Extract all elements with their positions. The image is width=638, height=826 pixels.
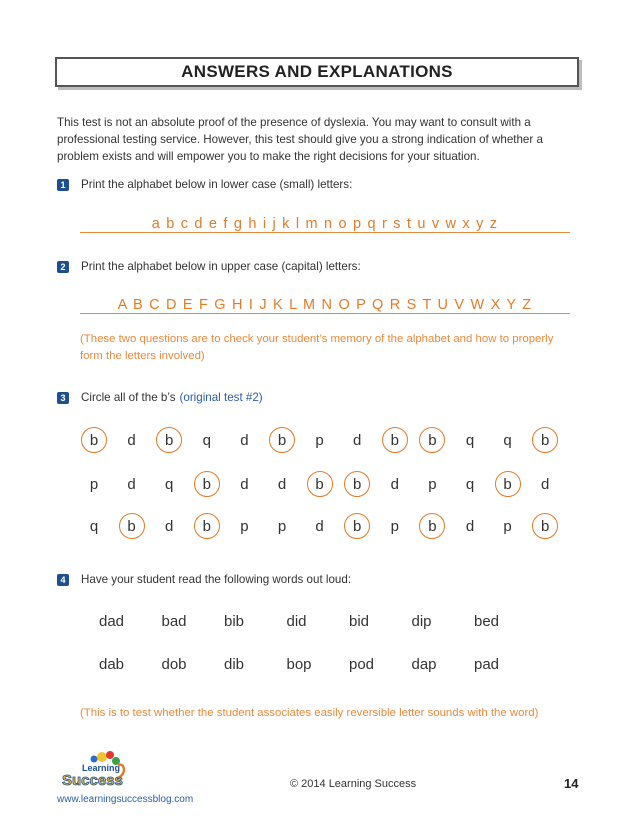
question-4 [57,573,351,586]
letter-cell: p [277,517,287,535]
circled-letter-b: b [344,513,370,539]
question-1-text: Print the alphabet below in lower case (small) letters: [81,178,353,191]
word-item: dab [99,656,125,673]
answer-lowercase-alphabet: a b c d e f g h i j k l m n o p q r s t u v w x y z [80,216,570,233]
question-2-text: Print the alphabet below in upper case (capital) letters: [81,260,361,273]
word-item: did [286,613,307,630]
circled-letter-b: b [382,427,408,453]
circled-letter-b: b [194,471,220,497]
letter-cell: q [202,431,211,449]
circled-letter-b: b [344,471,370,497]
word-item: dip [411,613,432,630]
word-item: dib [224,656,245,673]
svg-text:Learning: Learning [82,763,121,773]
question-4-text: Have your student read the following words out loud: [81,573,352,586]
question-number-badge: 1 [57,179,69,191]
letter-row [81,427,577,453]
word-item: dad [99,613,125,630]
note-alphabet: (These two questions are to check your student’s memory of the alphabet and how to properly form the letters involved) [80,333,554,362]
word-item: bid [349,613,370,630]
note-reversible-letters: (This is to test whether the student associates easily reversible letter sounds with the word) [80,707,539,719]
question-2 [57,260,361,273]
word-item: bed [474,613,500,630]
word-item: dap [411,656,437,673]
letter-cell: q [503,431,512,449]
circled-letter-b: b [156,427,182,453]
word-item: pod [349,656,375,673]
word-item: pad [474,656,500,673]
footer-copyright: © 2014 Learning Success [290,778,417,790]
letter-cell: d [240,475,249,493]
circled-letter-b: b [194,513,220,539]
letter-cell: d [353,431,362,449]
circled-letter-b: b [119,513,145,539]
letter-cell: d [277,475,287,493]
letter-cell: q [465,431,475,449]
letter-row [81,513,577,539]
letter-row [81,471,577,497]
circled-letter-b: b [419,513,445,539]
question-3 [57,391,263,404]
letter-cell: d [240,431,249,449]
circled-letter-b: b [532,427,558,453]
letter-cell: d [390,475,399,493]
letter-cell: d [127,431,136,449]
question-number-badge: 2 [57,261,69,273]
answer-uppercase-alphabet: A B C D E F G H I J K L M N O P Q R S T U V W X Y Z [80,297,570,314]
letter-cell: p [390,517,399,535]
letter-cell: q [465,475,475,493]
letter-cell: d [541,475,550,493]
word-item: dob [161,656,187,673]
footer-url[interactable]: www.learningsuccessblog.com [57,794,194,805]
page-number: 14 [564,776,579,791]
question-3-text: Circle all of the b’s [81,391,176,404]
letter-cell: q [89,517,99,535]
question-number-badge: 4 [57,574,69,586]
intro-paragraph: This test is not an absolute proof of the presence of dyslexia. You may want to consult with a professional testing service. However, this test should give you a strong indication of whether a problem exists and will empower you to make the right decisions for your situation. [57,116,543,163]
word-item: bad [161,613,187,630]
letter-cell: p [89,475,99,493]
word-item: bop [286,656,312,673]
circled-letter-b: b [532,513,558,539]
letter-cell: q [165,475,174,493]
question-1 [57,178,352,191]
letter-cell: p [240,517,249,535]
word-item: bib [224,613,245,630]
circled-letter-b: b [81,427,107,453]
letter-cell: d [165,517,174,535]
letter-cell: p [503,517,512,535]
circled-letter-b: b [269,427,295,453]
circled-letter-b: b [495,471,521,497]
circled-letter-b: b [419,427,445,453]
learning-success-logo [58,749,128,793]
letter-cell: d [127,475,136,493]
letter-cell: p [315,431,324,449]
letter-cell: d [315,517,324,535]
letter-cell: d [465,517,475,535]
page-title: ANSWERS AND EXPLANATIONS [55,57,579,87]
original-test-reference: (original test #2) [179,391,263,404]
svg-text:Success: Success [62,772,123,789]
question-number-badge: 3 [57,392,69,404]
circled-letter-b: b [307,471,333,497]
letter-cell: p [428,475,437,493]
